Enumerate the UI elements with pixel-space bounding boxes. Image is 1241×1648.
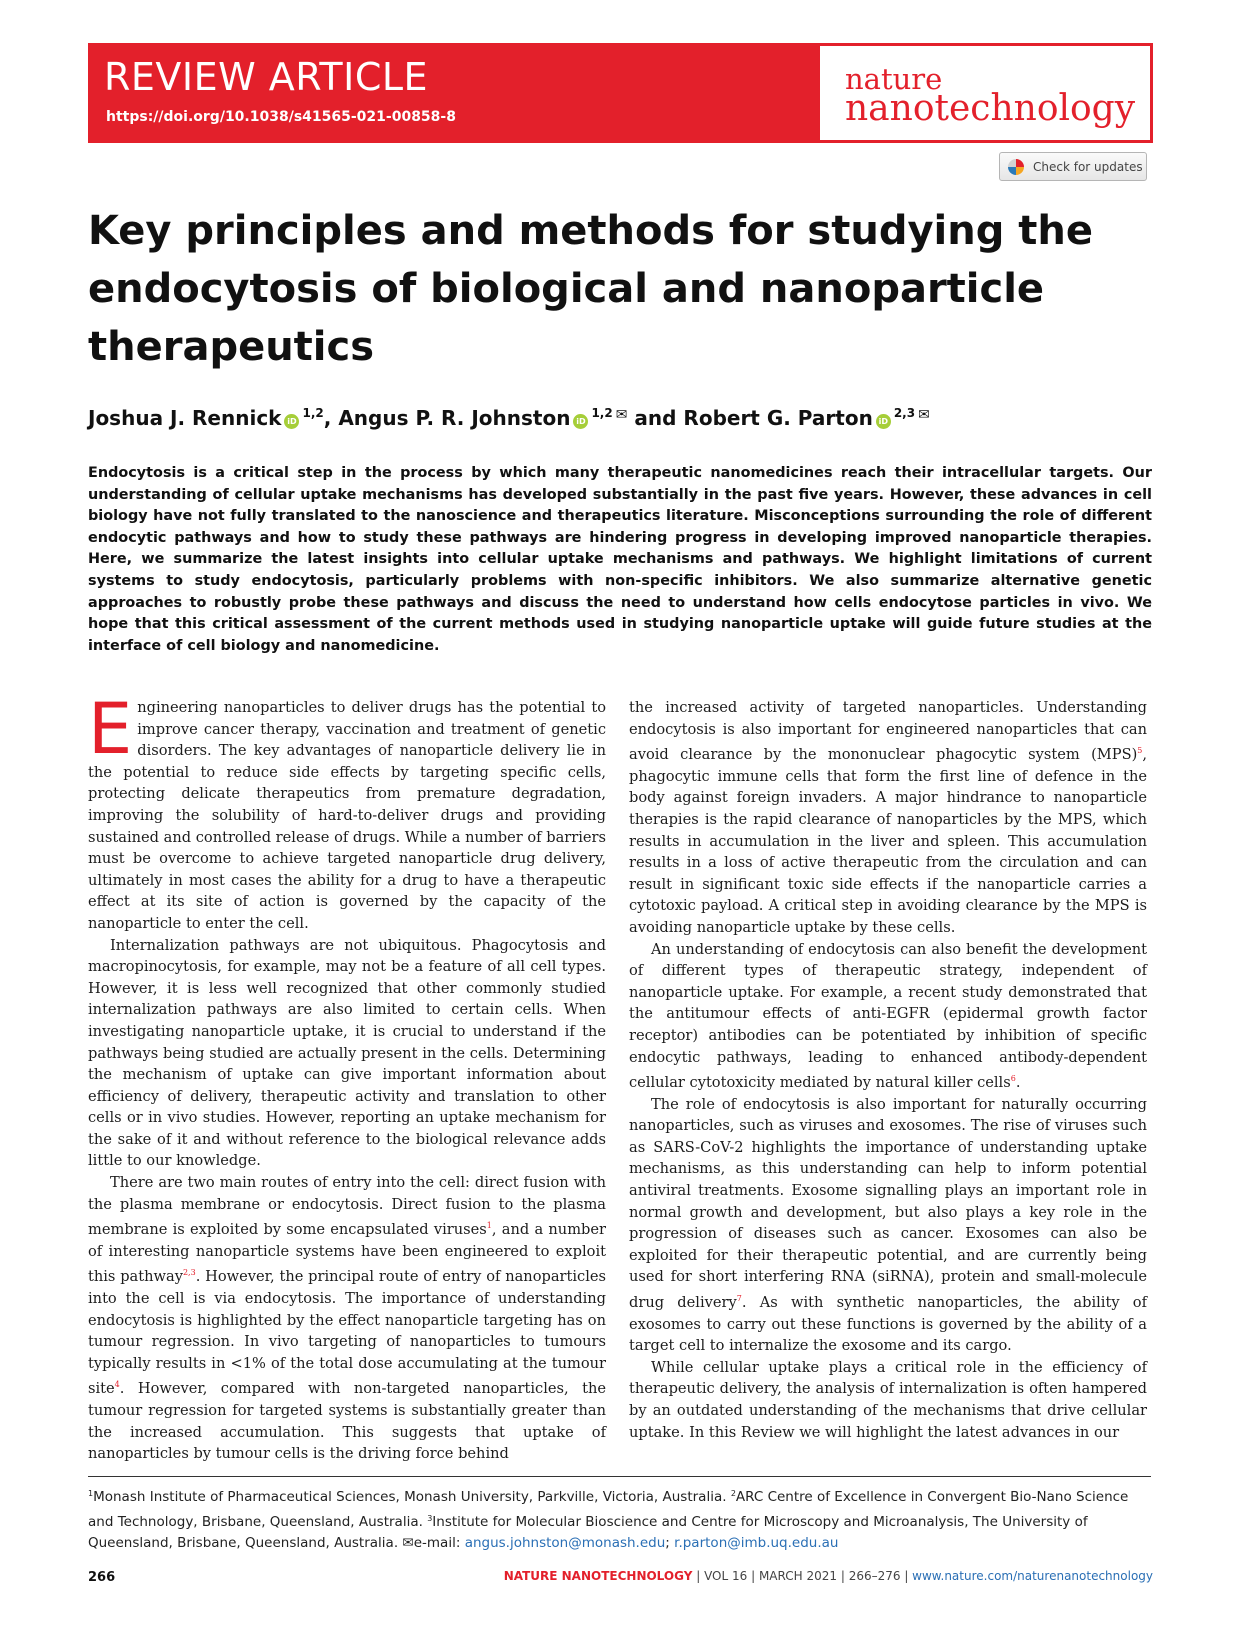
- author-affiliation: 1,2: [591, 406, 613, 420]
- body-text: .: [1015, 1074, 1021, 1092]
- orcid-icon[interactable]: iD: [876, 414, 891, 429]
- body-text: ngineering nanoparticles to deliver drugs has the potential to improve cancer therapy, vaccination and treatment of genetic disorders. The key advantages of nanoparticle delivery lie in the potential to reduce side effects by targeting specific cells, protecting delicate therapeutics from premature degradation, improving the solubility of hard-to-deliver drugs and providing sustained and controlled release of drugs. While a number of barriers must be overcome to achieve targeted nanoparticle drug delivery, ultimately in most cases the ability for a drug to have a therapeutic effect at its site of action is governed by the capacity of the nanoparticle to enter the cell.: [88, 699, 606, 932]
- citation-ref[interactable]: 6: [1010, 1074, 1016, 1084]
- body-paragraph: [88, 935, 606, 1173]
- author-affiliation: 1,2: [302, 406, 324, 420]
- affiliations-footnote: [88, 1483, 1158, 1554]
- body-text: , phagocytic immune cells that form the first line of defence in the body against foreign invaders. A major hindrance to nanoparticle therapies is the rapid clearance of nanoparticles by the MPS, which results in accumulation in the liver and spleen. This accumulation results in a loss of active therapeutic from the circulation and can result in significant toxic side effects if the nanoparticle carries a cytotoxic payload. A critical step in avoiding clearance by the MPS is avoiding nanoparticle uptake by these cells.: [629, 746, 1147, 936]
- body-paragraph: [88, 688, 606, 935]
- citation-ref[interactable]: 1: [486, 1221, 492, 1231]
- body-text: . However, compared with non-targeted nanoparticles, the tumour regression for targeted systems is substantially greater than the increased accumulation. This suggests that uptake of nanoparticles by tumour cells is the driving force behind: [88, 1380, 606, 1463]
- footnote-text: Institute for Molecular Bioscience and Centre for Microscopy and Microanalysis, The University of Queensland, Brisbane, Queensland, Australia.: [88, 1514, 1088, 1551]
- body-paragraph: [629, 939, 1147, 1094]
- author-prefix-3: and: [627, 406, 684, 430]
- author-name[interactable]: Robert G. Parton: [683, 406, 873, 430]
- citation-ref[interactable]: 7: [736, 1294, 742, 1304]
- orcid-icon[interactable]: iD: [284, 414, 299, 429]
- drop-cap: E: [88, 688, 133, 770]
- footnote-text: ARC Centre of Excellence in Convergent Bio-Nano Science and Technology, Brisbane, Queensland, Australia.: [88, 1489, 1129, 1530]
- footer-journal-url[interactable]: www.nature.com/naturenanotechnology: [912, 1569, 1153, 1583]
- footer-separator: |: [837, 1569, 849, 1583]
- body-text: The role of endocytosis is also important for naturally occurring nanoparticles, such as viruses and exosomes. The rise of viruses such as SARS-CoV-2 highlights the importance of understanding uptake mechanisms, as this understanding can help to inform potential antiviral treatments. Exosome signalling plays an important role in normal growth and development, but also plays a key role in the progression of diseases such as cancer. Exosomes can also be exploited for their therapeutic potential, and are currently being used for short interfering RNA (siRNA), protein and small-molecule drug delivery: [629, 1095, 1147, 1312]
- email-link[interactable]: r.parton@imb.uq.edu.au: [674, 1535, 839, 1551]
- author-name[interactable]: Angus P. R. Johnston: [338, 406, 571, 430]
- body-text: There are two main routes of entry into the cell: direct fusion with the plasma membrane or endocytosis. Direct fusion to the plasma membrane is exploited by some encapsulated viruses: [88, 1174, 606, 1239]
- affiliation-number: 1: [88, 1489, 94, 1498]
- author-prefix-2: ,: [323, 406, 339, 430]
- body-paragraph: [629, 1357, 1147, 1443]
- footer-pages: 266–276: [848, 1569, 901, 1583]
- body-text: Internalization pathways are not ubiquitous. Phagocytosis and macropinocytosis, for example, may not be a feature of all cell types. However, it is less well recognized that other commonly studied internalization pathways are also limited to certain cells. When investigating nanoparticle uptake, it is crucial to understand if the pathways being studied are actually present in the cells. Determining the mechanism of uptake can give important information about efficiency of delivery, therapeutic activity and translation to other cells or in vivo studies. However, reporting an uptake mechanism for the sake of it and without reference to the biological relevance adds little to our knowledge.: [88, 936, 606, 1170]
- article-title: Key principles and methods for studying the endocytosis of biological and nanoparticle therapeutics: [88, 208, 1093, 370]
- crossmark-icon: [1008, 159, 1024, 175]
- body-paragraph: [629, 697, 1147, 939]
- footnote-text: ;: [665, 1535, 675, 1551]
- journal-logo: [817, 43, 1153, 143]
- body-text: An understanding of endocytosis can also benefit the development of different types of therapeutic strategy, independent of nanoparticle uptake. For example, a recent study demonstrated that the antitumour effects of anti-EGFR (epidermal growth factor receptor) antibodies can be potentiated by inhibition of specific endocytic pathways, leading to enhanced antibody-dependent cellular cytotoxicity mediated by natural killer cells: [629, 940, 1147, 1092]
- article-type-label: REVIEW ARTICLE: [104, 55, 429, 99]
- author-affiliation: 2,3: [893, 406, 916, 420]
- body-paragraph: [88, 1172, 606, 1465]
- body-text: . However, the principal route of entry of nanoparticles into the cell is via endocytosis. The importance of understanding endocytosis is highlighted by the effect nanoparticle targeting has on tumour regression. In vivo targeting of nanoparticles to tumours typically results in <1% of the total dose accumulating at the tumour site: [88, 1268, 606, 1398]
- footnote-text: Monash Institute of Pharmaceutical Sciences, Monash University, Parkville, Victoria, Australia.: [93, 1489, 731, 1505]
- affiliation-number: 2: [730, 1489, 736, 1498]
- doi-link[interactable]: https://doi.org/10.1038/s41565-021-00858-8: [106, 109, 456, 125]
- footer-journal-name: NATURE NANOTECHNOLOGY: [503, 1569, 693, 1583]
- body-text: the increased activity of targeted nanoparticles. Understanding endocytosis is also important for engineered nanoparticles that can avoid clearance by the mononuclear phagocytic system (MPS): [629, 699, 1147, 764]
- body-text: , and a number of interesting nanoparticle systems have been engineered to exploit this pathway: [88, 1221, 606, 1286]
- orcid-icon[interactable]: iD: [573, 414, 588, 429]
- running-footer: [504, 1569, 1153, 1583]
- author-name[interactable]: Joshua J. Rennick: [88, 406, 282, 430]
- journal-logo-line1: nature: [845, 62, 943, 96]
- article-header: [88, 43, 1153, 143]
- envelope-icon: ✉: [402, 1535, 414, 1551]
- footer-volume: VOL 16: [704, 1569, 748, 1583]
- body-text: . As with synthetic nanoparticles, the ability of exosomes to carry out these functions is governed by the ability of a target cell to internalize the exosome and its cargo.: [629, 1294, 1147, 1355]
- check-for-updates-label: Check for updates: [1033, 160, 1143, 174]
- body-column-right: [629, 697, 1147, 1443]
- abstract: Endocytosis is a critical step in the process by which many therapeutic nanomedicines reach their intracellular targets. Our understanding of cellular uptake mechanisms has developed substantially in the past five years. However, these advances in cell biology have not fully translated to the nanoscience and therapeutics literature. Misconceptions surrounding the role of different endocytic pathways and how to study these pathways are hindering progress in developing improved nanoparticle therapies. Here, we summarize the latest insights into cellular uptake mechanisms and pathways. We highlight limitations of current systems to study endocytosis, particularly problems with non-specific inhibitors. We also summarize alternative genetic approaches to robustly probe these pathways and discuss the need to understand how cells endocytose particles in vivo. We hope that this critical assessment of the current methods used in studying nanoparticle uptake will guide future studies at the interface of cell biology and nanomedicine.: [88, 465, 1152, 654]
- envelope-icon[interactable]: ✉: [615, 407, 628, 423]
- affiliation-number: 3: [427, 1514, 433, 1523]
- body-text: While cellular uptake plays a critical role in the efficiency of therapeutic delivery, the analysis of internalization is often hampered by an outdated understanding of the mechanisms that drive cellular uptake. In this Review we will highlight the latest advances in our: [629, 1358, 1147, 1441]
- check-for-updates-button[interactable]: [999, 152, 1147, 181]
- page-number: 266: [88, 1570, 116, 1585]
- footer-separator: |: [900, 1569, 913, 1583]
- footnote-divider: [88, 1476, 1151, 1477]
- body-column-left: [88, 688, 606, 1465]
- footer-date: MARCH 2021: [758, 1569, 838, 1583]
- footer-separator: |: [747, 1569, 759, 1583]
- header-red-banner: [88, 43, 817, 143]
- body-paragraph: [629, 1094, 1147, 1357]
- citation-ref[interactable]: 4: [114, 1380, 120, 1390]
- footer-separator: |: [692, 1569, 705, 1583]
- journal-logo-line2: nanotechnology: [845, 88, 1136, 129]
- author-list: [88, 406, 930, 430]
- envelope-icon[interactable]: ✉: [918, 407, 930, 423]
- footnote-text: e-mail:: [413, 1535, 465, 1551]
- citation-ref[interactable]: 2,3: [182, 1268, 196, 1278]
- citation-ref[interactable]: 5: [1137, 746, 1143, 756]
- email-link[interactable]: angus.johnston@monash.edu: [464, 1535, 666, 1551]
